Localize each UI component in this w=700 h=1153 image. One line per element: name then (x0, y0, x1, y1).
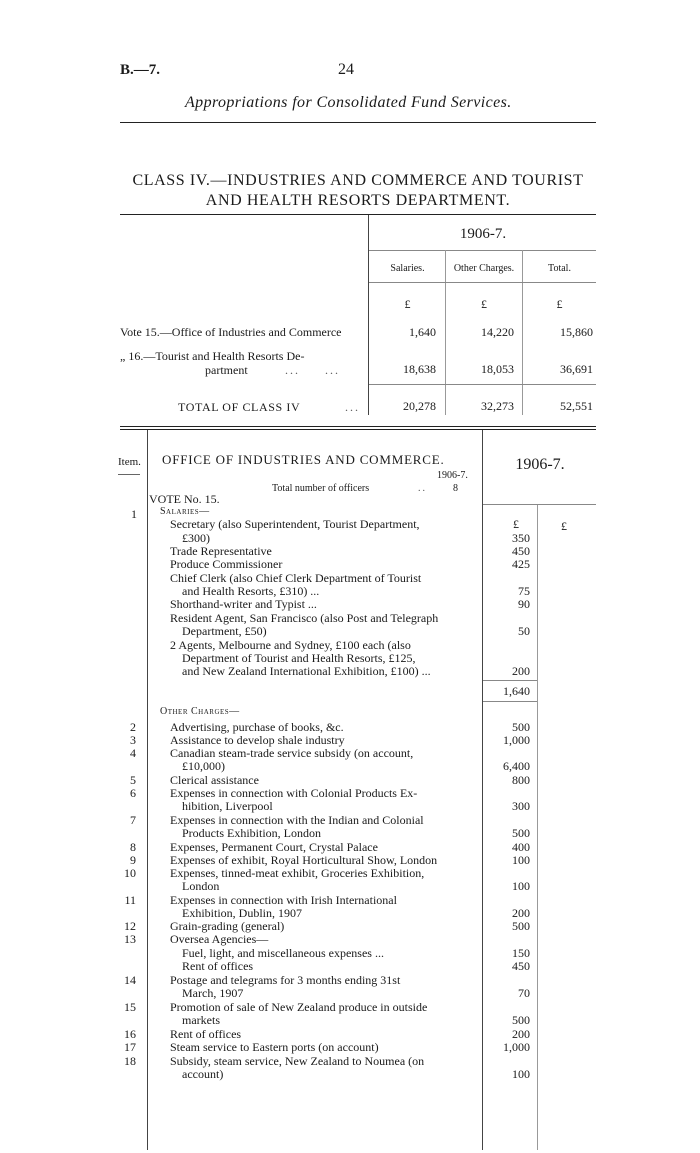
other-charge-amount: 1,000 (503, 733, 530, 747)
item-number: 6 (130, 786, 136, 800)
salary-line-text: £300) (182, 531, 210, 545)
col-other-charges: Other Charges. (453, 263, 515, 274)
other-charge-text: £10,000) (182, 759, 225, 773)
other-charge-text: Steam service to Eastern ports (on account) (170, 1040, 379, 1054)
col-total: Total. (548, 263, 571, 274)
item-number: 7 (130, 813, 136, 827)
other-charges-heading: Other Charges— (160, 706, 240, 717)
other-charge-text: Oversea Agencies— (170, 932, 269, 946)
item-number: 4 (130, 746, 136, 760)
currency-symbol: £ (481, 297, 487, 311)
item-column-rule (147, 430, 148, 1150)
item-number: 18 (124, 1054, 136, 1068)
other-charge-amount: 100 (512, 1067, 530, 1081)
salary-line-amount: 450 (512, 544, 530, 558)
other-charge-text: Expenses in connection with Colonial Products Ex- (170, 786, 418, 800)
salary-line-text: Secretary (also Superintendent, Tourist Department, (170, 517, 420, 531)
other-charge-text: Expenses, tinned-meat exhibit, Groceries Exhibition, (170, 866, 425, 880)
salary-line-amount: 350 (512, 531, 530, 545)
other-charge-amount: 500 (512, 720, 530, 734)
other-charge-amount: 150 (512, 946, 530, 960)
leader-dots: ... (345, 400, 360, 414)
salary-line-text: Trade Representative (170, 544, 272, 558)
item-number: 13 (124, 932, 136, 946)
item-number: 11 (124, 893, 136, 907)
item-header-rule (118, 474, 140, 475)
other-charge-amount: 70 (518, 986, 530, 1000)
other-charge-amount: 200 (512, 1027, 530, 1041)
salary-line-text: Shorthand-writer and Typist ... (170, 597, 317, 611)
item-number: 2 (130, 720, 136, 734)
other-charge-amount: 1,000 (503, 1040, 530, 1054)
other-charge-text: Promotion of sale of New Zealand produce in outside (170, 1000, 428, 1014)
leader-dots: .. (418, 483, 427, 494)
other-charge-text: Rent of offices (182, 959, 254, 973)
other-charge-amount: 300 (512, 799, 530, 813)
other-charge-text: Products Exhibition, London (182, 826, 321, 840)
other-charge-amount: 500 (512, 826, 530, 840)
other-charge-amount: 6,400 (503, 759, 530, 773)
doc-code: B.—7. (120, 62, 161, 78)
row-label: „ 16.—Tourist and Health Resorts De- (120, 349, 305, 363)
other-charge-text: markets (182, 1013, 220, 1027)
salary-subtotal: 1,640 (503, 684, 530, 698)
salary-line-amount: 50 (518, 624, 530, 638)
vote-number: VOTE No. 15. (149, 492, 220, 506)
salaries-heading: Salaries— (160, 506, 210, 517)
other-charge-text: Exhibition, Dublin, 1907 (182, 906, 302, 920)
page-number: 24 (338, 61, 354, 78)
other-charge-amount: 450 (512, 959, 530, 973)
header-rule (120, 122, 596, 123)
salary-line-amount: 425 (512, 557, 530, 571)
salary-line-text: Department, £50) (182, 624, 267, 638)
row-salaries: 18,638 (403, 362, 436, 376)
other-charge-text: London (182, 879, 220, 893)
other-charge-text: March, 1907 (182, 986, 244, 1000)
currency-symbol: £ (513, 517, 519, 531)
detail-top-rule (120, 426, 596, 427)
other-charge-text: Assistance to develop shale industry (170, 733, 345, 747)
row-total: 15,860 (560, 325, 593, 339)
salary-line-text: Chief Clerk (also Chief Clerk Department of Tourist (170, 571, 422, 585)
page-subtitle: Appropriations for Consolidated Fund Services. (185, 94, 512, 111)
currency-symbol: £ (404, 297, 411, 311)
officers-label: Total number of officers (272, 483, 370, 494)
detail-year-rule (483, 504, 596, 505)
salary-line-text: Resident Agent, San Francisco (also Post and Telegraph (170, 611, 439, 625)
currency-symbol: £ (556, 297, 563, 311)
total-salaries: 20,278 (403, 399, 436, 413)
other-charge-amount: 100 (512, 879, 530, 893)
total-other: 32,273 (481, 399, 514, 413)
item-header: Item. (118, 456, 141, 468)
other-charge-amount: 800 (512, 773, 530, 787)
salary-line-amount: 75 (518, 584, 530, 598)
other-charge-text: Advertising, purchase of books, &c. (170, 720, 344, 734)
salary-subtotal-rule-bottom (483, 701, 537, 702)
item-number: 3 (130, 733, 136, 747)
other-charge-text: Expenses, Permanent Court, Crystal Palace (170, 840, 378, 854)
other-charge-text: Fuel, light, and miscellaneous expenses ... (182, 946, 384, 960)
row-label-cont: partment (205, 363, 248, 377)
other-charge-amount: 500 (512, 1013, 530, 1027)
other-charge-text: account) (182, 1067, 224, 1081)
row-salaries: 1,640 (409, 325, 436, 339)
summary-top-rule (120, 214, 596, 215)
amount-column-rule (482, 430, 483, 1150)
class-title-line1: CLASS IV.—INDUSTRIES AND COMMERCE AND TOURIST (132, 172, 584, 189)
item-number: 16 (124, 1027, 136, 1041)
officers-count: 8 (453, 483, 458, 494)
salary-line-amount: 200 (512, 664, 530, 678)
item-number: 14 (124, 973, 136, 987)
other-charge-text: Subsidy, steam service, New Zealand to Noumea (on (170, 1054, 425, 1068)
other-charge-text: Expenses of exhibit, Royal Horticultural Show, London (170, 853, 438, 867)
other-charge-text: Grain-grading (general) (170, 919, 285, 933)
item-number: 17 (124, 1040, 136, 1054)
other-charge-text: Canadian steam-trade service subsidy (on account, (170, 746, 414, 760)
col-salaries: Salaries. (390, 263, 425, 274)
leader-dots: ... ... (285, 363, 340, 377)
currency-symbol: £ (561, 519, 567, 533)
item-number: 5 (130, 773, 136, 787)
item-number: 10 (124, 866, 136, 880)
total-total: 52,551 (560, 399, 593, 413)
other-charge-text: Expenses in connection with Irish International (170, 893, 397, 907)
salary-line-amount: 90 (518, 597, 530, 611)
other-charge-amount: 100 (512, 853, 530, 867)
summary-year: 1906-7. (459, 226, 507, 242)
salary-line-text: 2 Agents, Melbourne and Sydney, £100 each (also (170, 638, 411, 652)
total-label: TOTAL OF CLASS IV (178, 400, 301, 414)
detail-top-rule-2 (120, 429, 596, 430)
other-charge-text: Postage and telegrams for 3 months ending 31st (170, 973, 401, 987)
office-title: OFFICE OF INDUSTRIES AND COMMERCE. (162, 452, 445, 467)
summary-divider (368, 215, 369, 415)
other-charge-text: Clerical assistance (170, 773, 259, 787)
other-charge-amount: 500 (512, 919, 530, 933)
detail-year-header: 1906-7. (515, 456, 565, 473)
other-charge-text: Rent of offices (170, 1027, 242, 1041)
row-other: 14,220 (481, 325, 514, 339)
summary-year-rule (369, 250, 596, 251)
row-total: 36,691 (560, 362, 593, 376)
total-column-rule (537, 505, 538, 1150)
item-number: 9 (130, 853, 136, 867)
item-number: 15 (124, 1000, 136, 1014)
row-other: 18,053 (481, 362, 514, 376)
summary-total-rule (369, 384, 596, 385)
other-charge-amount: 200 (512, 906, 530, 920)
row-label: Vote 15.—Office of Industries and Commerce (120, 325, 342, 339)
other-charge-text: Expenses in connection with the Indian and Colonial (170, 813, 424, 827)
other-charge-text: hibition, Liverpool (182, 799, 273, 813)
item-number: 1 (131, 507, 137, 521)
salary-subtotal-rule (483, 680, 537, 681)
salary-line-text: Department of Tourist and Health Resorts, £125, (182, 651, 416, 665)
class-title-line2: AND HEALTH RESORTS DEPARTMENT. (205, 192, 511, 209)
item-number: 8 (130, 840, 136, 854)
officers-year: 1906-7. (437, 470, 468, 481)
salary-line-text: and New Zealand International Exhibition, £100) ... (182, 664, 431, 678)
salary-line-text: Produce Commissioner (170, 557, 283, 571)
other-charge-amount: 400 (512, 840, 530, 854)
salary-line-text: and Health Resorts, £310) ... (182, 584, 320, 598)
summary-head-rule (369, 282, 596, 283)
item-number: 12 (124, 919, 136, 933)
